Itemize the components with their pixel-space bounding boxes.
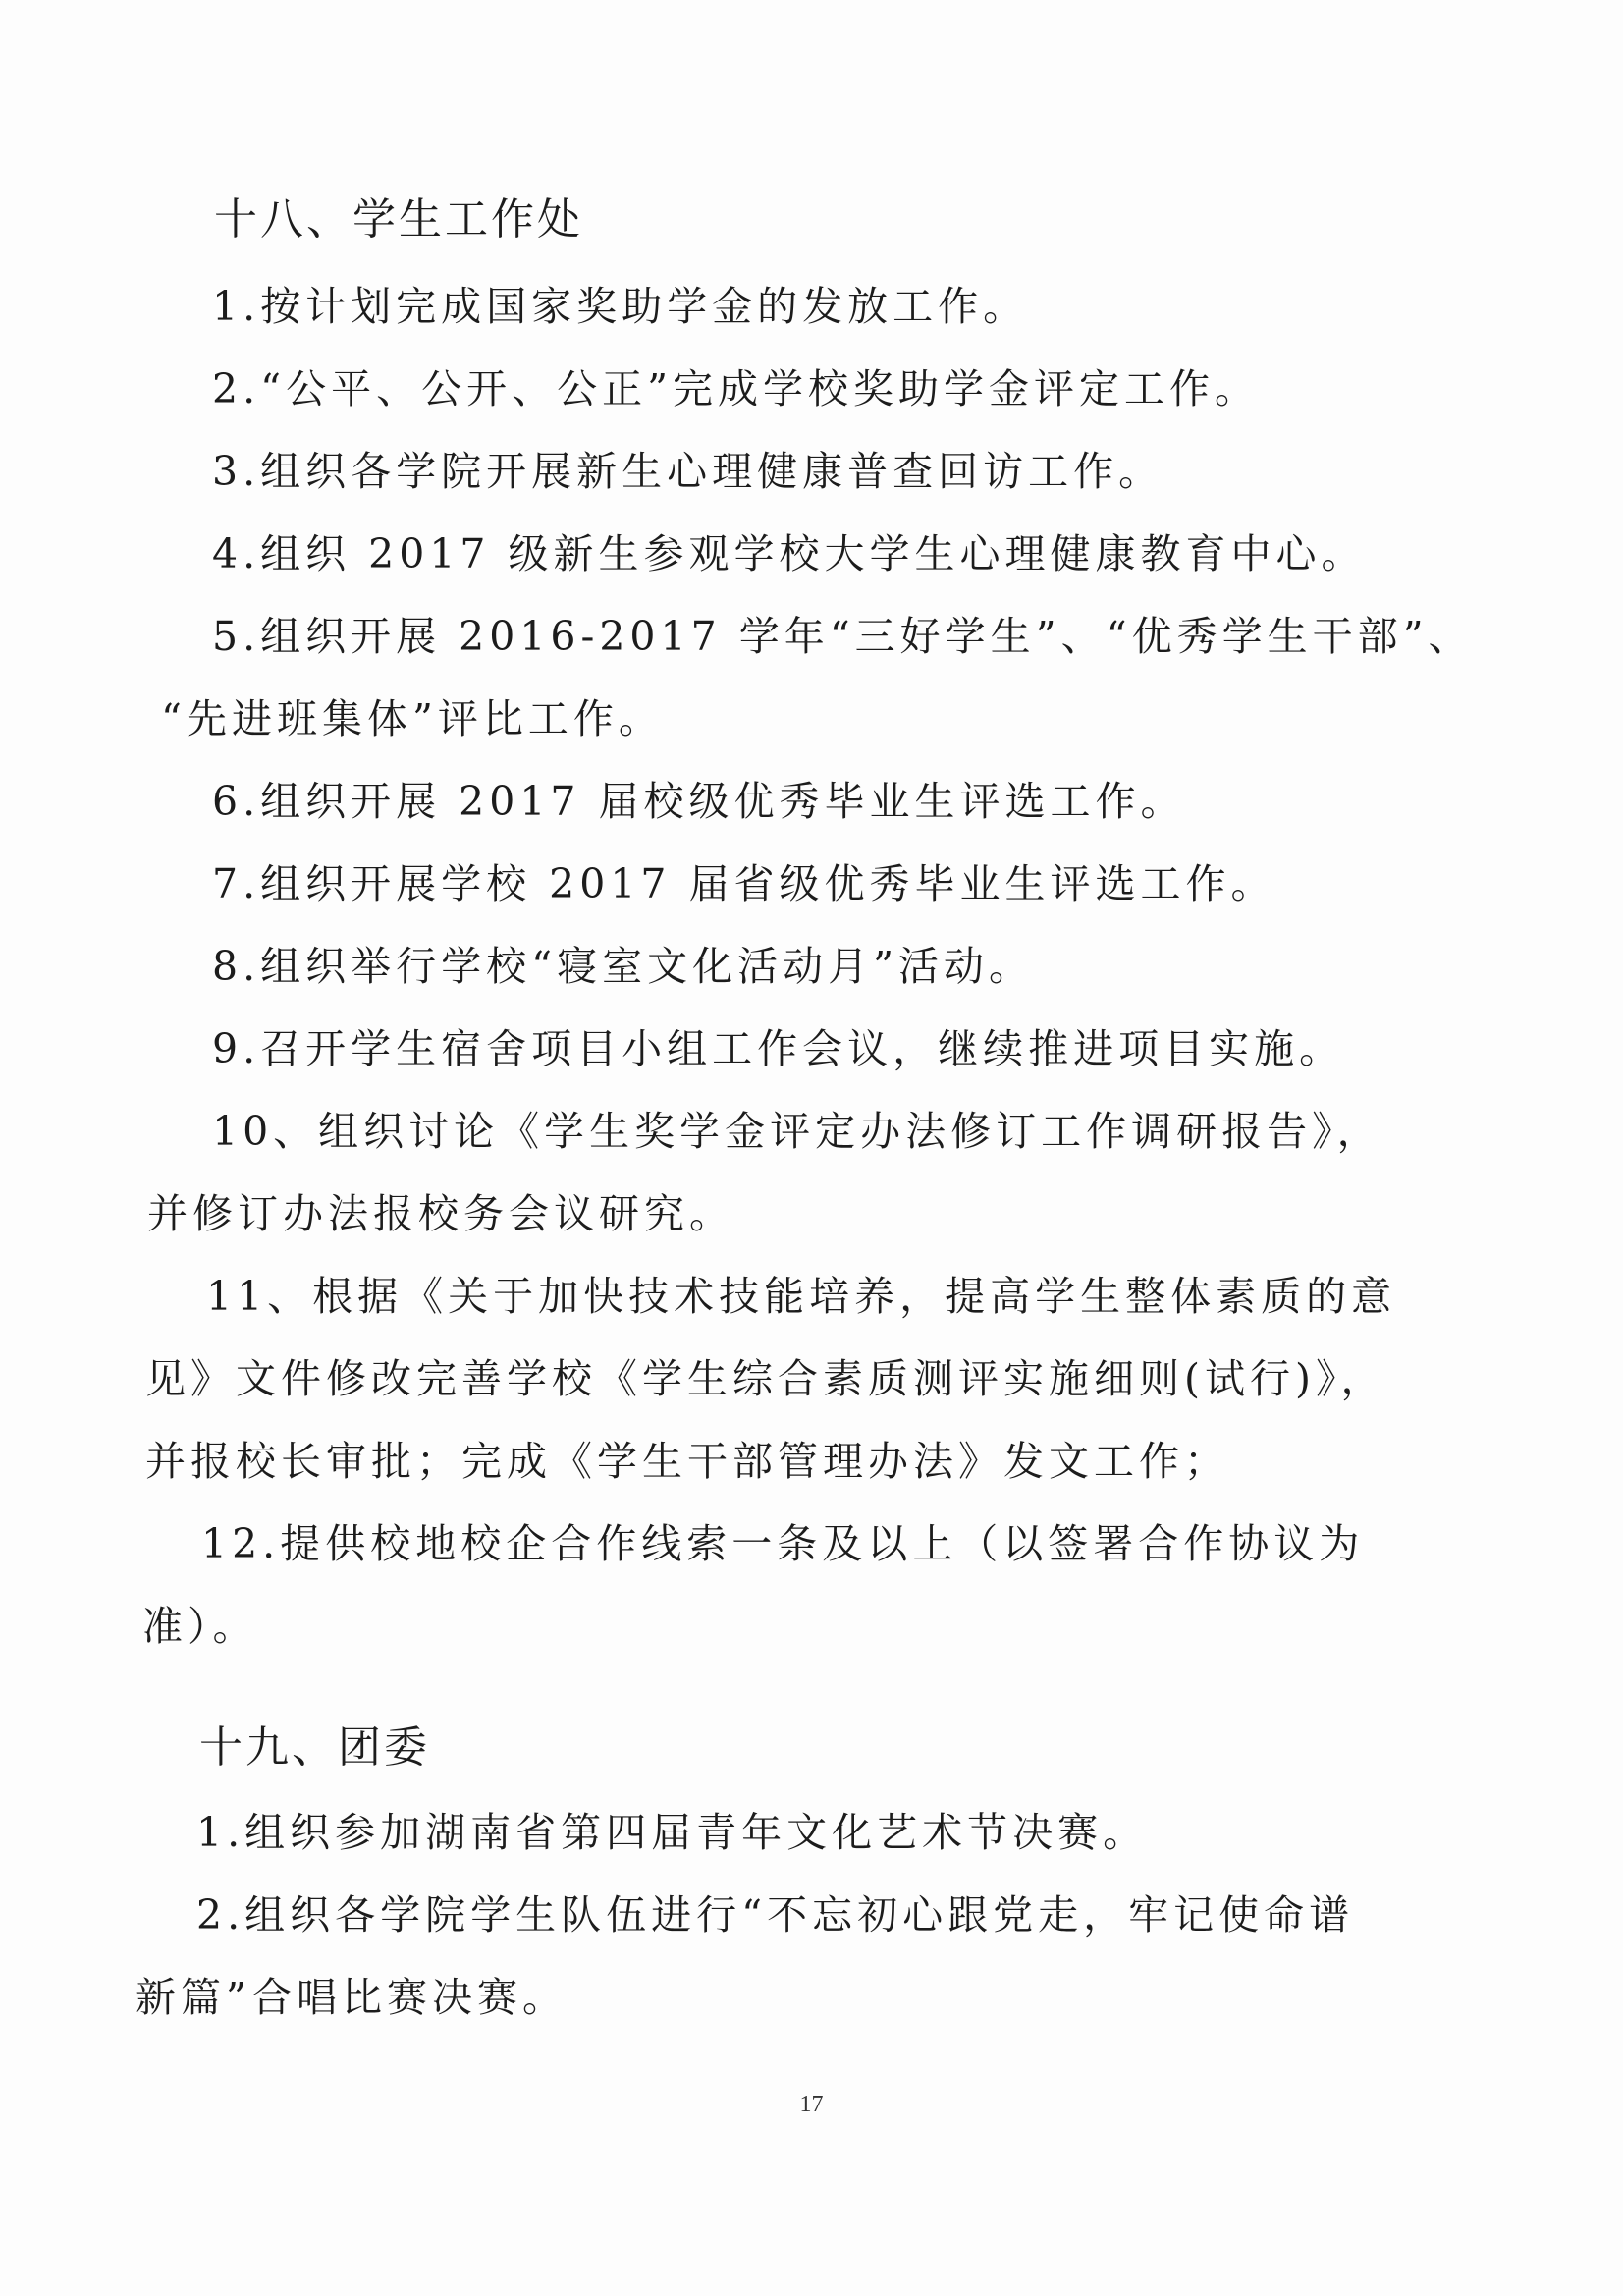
page-number: 17 [799, 2092, 824, 2117]
section-18-item-7: 7.组织开展学校 2017 届省级优秀毕业生评选工作。 [212, 860, 1276, 907]
section-18-item-5: 5.组织开展 2016-2017 学年“三好学生”、“优秀学生干部”、 [212, 613, 1474, 660]
section-18-item-12: 12.提供校地校企合作线索一条及以上（以签署合作协议为 [201, 1520, 1365, 1567]
section-18-item-12-cont: 准）。 [142, 1603, 258, 1650]
section-19-heading: 十九、团委 [199, 1722, 430, 1773]
section-18-item-11-cont-1: 见》文件修改完善学校《学生综合素质测评实施细则(试行)》， [145, 1355, 1386, 1402]
section-18-item-1: 1.按计划完成国家奖助学金的发放工作。 [212, 283, 1029, 330]
section-18-item-8: 8.组织举行学校“寝室文化活动月”活动。 [212, 943, 1035, 990]
section-18-item-4: 4.组织 2017 级新生参观学校大学生心理健康教育中心。 [212, 530, 1367, 577]
section-19-item-2: 2.组织各学院学生队伍进行“不忘初心跟党走，牢记使命谱 [196, 1891, 1355, 1939]
section-18-item-10: 10、组织讨论《学生奖学金评定办法修订工作调研报告》， [212, 1108, 1382, 1155]
section-19-item-2-cont: 新篇”合唱比赛决赛。 [135, 1974, 568, 2021]
section-18-heading: 十八、学生工作处 [214, 194, 583, 245]
section-18-item-3: 3.组织各学院开展新生心理健康普查回访工作。 [212, 448, 1164, 495]
section-18-item-6: 6.组织开展 2017 届校级优秀毕业生评选工作。 [212, 778, 1186, 825]
section-18-item-9: 9.召开学生宿舍项目小组工作会议，继续推进项目实施。 [212, 1025, 1345, 1072]
section-19-item-1: 1.组织参加湖南省第四届青年文化艺术节决赛。 [196, 1809, 1149, 1856]
section-18-item-2: 2.“公平、公开、公正”完成学校奖助学金评定工作。 [212, 365, 1261, 412]
section-18-item-11-cont-2: 并报校长审批；完成《学生干部管理办法》发文工作； [145, 1438, 1229, 1485]
section-18-item-11: 11、根据《关于加快技术技能培养，提高学生整体素质的意 [206, 1273, 1397, 1320]
section-18-item-5-cont: “先进班集体”评比工作。 [161, 695, 664, 742]
section-18-item-10-cont: 并修订办法报校务会议研究。 [147, 1190, 734, 1237]
